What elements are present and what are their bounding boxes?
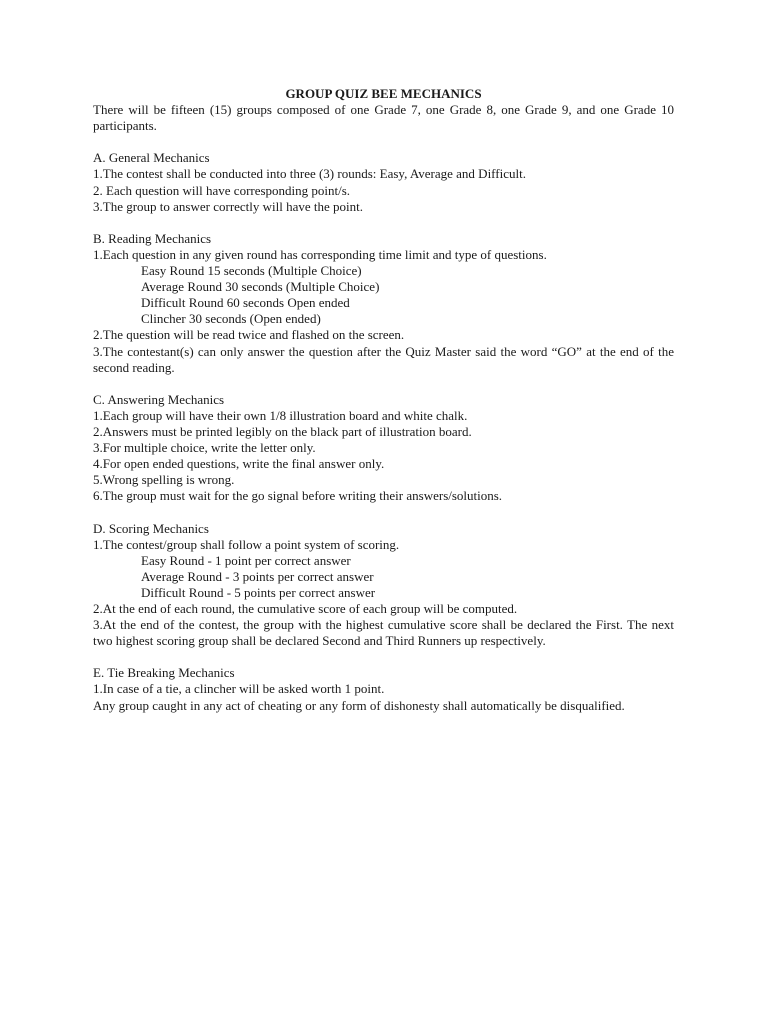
list-item: 3.For multiple choice, write the letter only.	[93, 440, 316, 456]
points-item: Easy Round - 1 point per correct answer	[141, 552, 351, 568]
round-item: Clincher 30 seconds (Open ended)	[141, 311, 321, 327]
answering-mechanics-section	[93, 392, 674, 505]
list-item: 5.Wrong spelling is wrong.	[93, 472, 235, 488]
list-item: 2.At the end of each round, the cumulative score of each group will be computed.	[93, 601, 518, 616]
list-item: 2.Answers must be printed legibly on the black part of illustration board.	[93, 423, 472, 439]
list-item: 1.The contest/group shall follow a point system of scoring.	[93, 536, 400, 552]
spacer	[93, 215, 674, 231]
list-item: 3.The contestant(s) can only answer the question after the Quiz Master said the word “GO” at the end of the second reading.	[93, 343, 674, 375]
list-item: 1.Each question in any given round has corresponding time limit and type of questions.	[93, 246, 547, 262]
round-item: Easy Round 15 seconds (Multiple Choice)	[141, 263, 362, 279]
list-item: 4.For open ended questions, write the final answer only.	[93, 456, 385, 472]
reading-mechanics-section	[93, 231, 674, 376]
section-heading: E. Tie Breaking Mechanics	[93, 665, 235, 681]
section-heading: B. Reading Mechanics	[93, 230, 212, 246]
tie-breaking-mechanics-section	[93, 665, 674, 713]
round-item: Difficult Round 60 seconds Open ended	[141, 295, 350, 311]
general-mechanics-section	[93, 150, 674, 214]
scoring-mechanics-section	[93, 521, 674, 650]
spacer	[93, 376, 674, 392]
round-item: Average Round 30 seconds (Multiple Choice)	[141, 279, 380, 295]
list-item: 1.In case of a tie, a clincher will be asked worth 1 point.	[93, 681, 385, 697]
list-item: 3.The group to answer correctly will have the point.	[93, 198, 364, 214]
list-item: 2.The question will be read twice and flashed on the screen.	[93, 327, 405, 343]
points-item: Average Round - 3 points per correct answer	[141, 568, 374, 584]
intro-paragraph: There will be fifteen (15) groups composed of one Grade 7, one Grade 8, one Grade 9, and one Grade 10 participants.	[93, 102, 674, 134]
list-item: 2. Each question will have corresponding point/s.	[93, 182, 351, 198]
disqualification-note: Any group caught in any act of cheating or any form of dishonesty shall automatically be disqualified.	[93, 697, 625, 713]
section-heading: A. General Mechanics	[93, 150, 210, 166]
spacer	[93, 134, 674, 150]
list-item: 3.At the end of the contest, the group with the highest cumulative score shall be declared the First. The next two highest scoring group shall be declared Second and Third Runners up respectively.	[93, 617, 674, 649]
points-item: Difficult Round - 5 points per correct answer	[141, 584, 376, 600]
section-heading: D. Scoring Mechanics	[93, 520, 209, 536]
document-page	[93, 86, 674, 714]
document-title: GROUP QUIZ BEE MECHANICS	[285, 86, 482, 101]
list-item: 1.The contest shall be conducted into three (3) rounds: Easy, Average and Difficult.	[93, 166, 526, 182]
spacer	[93, 504, 674, 520]
list-item: 1.Each group will have their own 1/8 illustration board and white chalk.	[93, 407, 468, 423]
list-item: 6.The group must wait for the go signal before writing their answers/solutions.	[93, 488, 503, 504]
spacer	[93, 649, 674, 665]
section-heading: C. Answering Mechanics	[93, 391, 225, 407]
